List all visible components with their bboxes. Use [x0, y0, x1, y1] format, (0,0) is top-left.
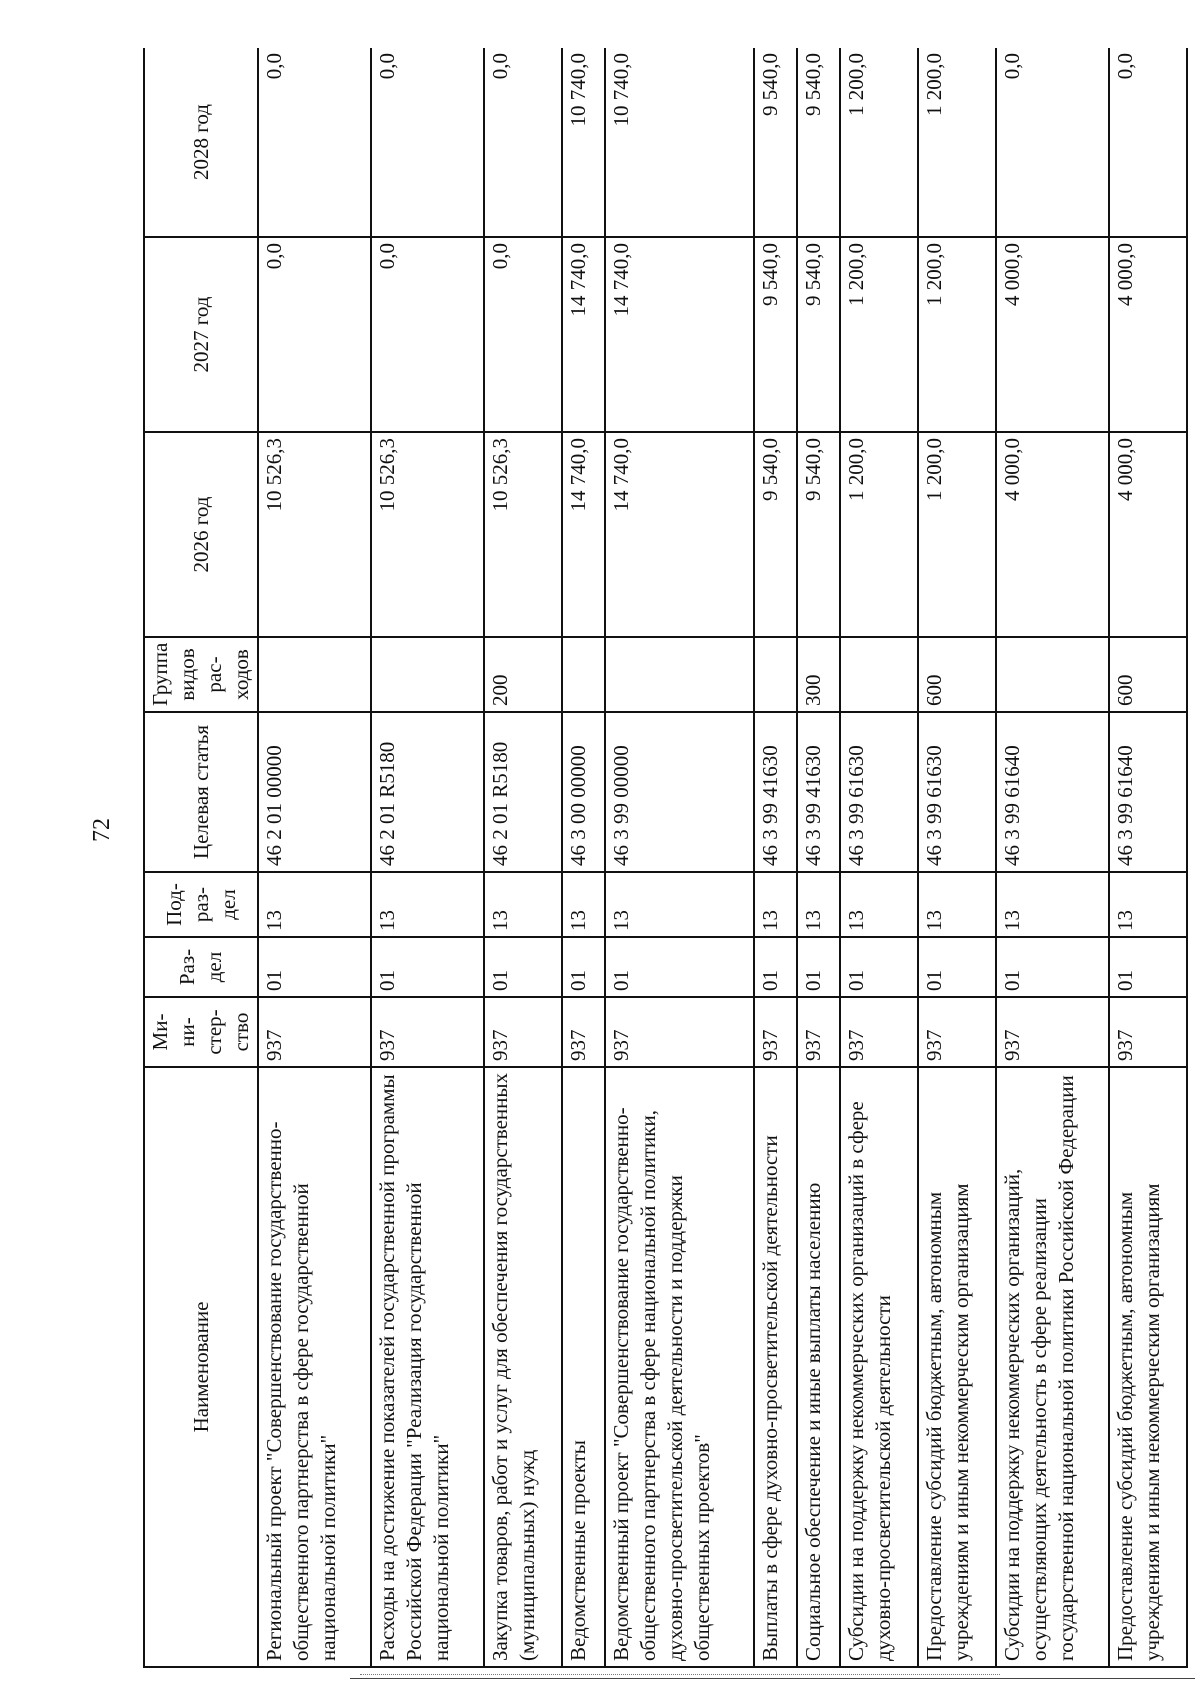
- row-expense-group: [562, 637, 605, 712]
- row-section: 01: [918, 937, 996, 997]
- row-target: 46 2 01 R5180: [484, 712, 562, 872]
- row-section: 01: [754, 937, 797, 997]
- row-2027: 1 200,0: [918, 237, 996, 432]
- row-subsection: 13: [996, 872, 1109, 937]
- row-target: 46 3 00 00000: [562, 712, 605, 872]
- row-ministry: 937: [1109, 997, 1187, 1067]
- row-name: Субсидии на поддержку некоммерческих организаций, осуществляющих деятельность в сфере реализации государственной национальной политики Российской Федерации: [996, 1067, 1109, 1667]
- row-2026: 4 000,0: [1109, 432, 1187, 637]
- row-2027: 0,0: [371, 237, 484, 432]
- row-name: Предоставление субсидий бюджетным, автономным учреждениям и иным некоммерческим организациям: [918, 1067, 996, 1667]
- row-expense-group: 200: [484, 637, 562, 712]
- header-2027: 2027 год: [144, 237, 258, 432]
- row-2026: 9 540,0: [754, 432, 797, 637]
- row-ministry: 937: [484, 997, 562, 1067]
- row-section: 01: [371, 937, 484, 997]
- row-target: 46 3 99 61630: [918, 712, 996, 872]
- row-name: Региональный проект "Совершенствование государственно-общественного партнерства в сфере государственной национальной политики": [258, 1067, 371, 1667]
- row-ministry: 937: [754, 997, 797, 1067]
- row-expense-group: [840, 637, 918, 712]
- row-target: 46 3 99 61640: [1109, 712, 1187, 872]
- row-section: 01: [562, 937, 605, 997]
- row-target: 46 2 01 R5180: [371, 712, 484, 872]
- row-name: Субсидии на поддержку некоммерческих организаций в сфере духовно-просветительской деятельности: [840, 1067, 918, 1667]
- row-2027: 14 740,0: [605, 237, 753, 432]
- row-2026: 14 740,0: [562, 432, 605, 637]
- header-expense-group: Группа видов рас-ходов: [144, 637, 258, 712]
- row-2027: 0,0: [484, 237, 562, 432]
- row-2027: 9 540,0: [754, 237, 797, 432]
- row-name: Ведомственные проекты: [562, 1067, 605, 1667]
- row-2028: 9 540,0: [797, 48, 840, 237]
- row-2026: 1 200,0: [918, 432, 996, 637]
- table-row: [840, 48, 918, 1667]
- row-target: 46 3 99 41630: [754, 712, 797, 872]
- row-2028: 1 200,0: [840, 48, 918, 237]
- budget-table-container: [143, 48, 1188, 1668]
- row-2028: 10 740,0: [562, 48, 605, 237]
- row-2026: 9 540,0: [797, 432, 840, 637]
- row-expense-group: [371, 637, 484, 712]
- row-subsection: 13: [754, 872, 797, 937]
- row-expense-group: [258, 637, 371, 712]
- row-2028: 10 740,0: [605, 48, 753, 237]
- row-2028: 0,0: [996, 48, 1109, 237]
- row-section: 01: [1109, 937, 1187, 997]
- row-name: Закупка товаров, работ и услуг для обеспечения государственных (муниципальных) нужд: [484, 1067, 562, 1667]
- table-row: [918, 48, 996, 1667]
- header-2028: 2028 год: [144, 48, 258, 237]
- row-target: 46 2 01 00000: [258, 712, 371, 872]
- header-ministry: Ми-ни-стер-ство: [144, 997, 258, 1067]
- table-row: [754, 48, 797, 1667]
- row-2028: 9 540,0: [754, 48, 797, 237]
- header-2026: 2026 год: [144, 432, 258, 637]
- row-expense-group: 300: [797, 637, 840, 712]
- row-name: Выплаты в сфере духовно-просветительской деятельности: [754, 1067, 797, 1667]
- row-subsection: 13: [1109, 872, 1187, 937]
- row-name: Предоставление субсидий бюджетным, автономным учреждениям и иным некоммерческим организациям: [1109, 1067, 1187, 1667]
- row-2026: 14 740,0: [605, 432, 753, 637]
- row-2026: 10 526,3: [484, 432, 562, 637]
- page-number: 72: [89, 818, 115, 842]
- row-2028: 0,0: [258, 48, 371, 237]
- row-ministry: 937: [840, 997, 918, 1067]
- row-subsection: 13: [797, 872, 840, 937]
- row-expense-group: [754, 637, 797, 712]
- row-name: Расходы на достижение показателей государственной программы Российской Федерации "Реализация государственной национальной политики": [371, 1067, 484, 1667]
- row-target: 46 3 99 00000: [605, 712, 753, 872]
- row-section: 01: [840, 937, 918, 997]
- table-row: [484, 48, 562, 1667]
- table-row: [605, 48, 753, 1667]
- row-section: 01: [258, 937, 371, 997]
- row-2028: 0,0: [371, 48, 484, 237]
- row-ministry: 937: [797, 997, 840, 1067]
- row-subsection: 13: [840, 872, 918, 937]
- row-2027: 9 540,0: [797, 237, 840, 432]
- row-ministry: 937: [605, 997, 753, 1067]
- row-ministry: 937: [918, 997, 996, 1067]
- row-section: 01: [996, 937, 1109, 997]
- row-2026: 4 000,0: [996, 432, 1109, 637]
- row-subsection: 13: [605, 872, 753, 937]
- row-name: Ведомственный проект "Совершенствование государственно-общественного партнерства в сфере национальной политики, духовно-просветительской деятельности и поддержки общественных проектов": [605, 1067, 753, 1667]
- row-subsection: 13: [918, 872, 996, 937]
- table-row: [371, 48, 484, 1667]
- budget-table: [143, 48, 1188, 1668]
- row-subsection: 13: [562, 872, 605, 937]
- row-name: Социальное обеспечение и иные выплаты населению: [797, 1067, 840, 1667]
- row-2027: 4 000,0: [996, 237, 1109, 432]
- table-row: [258, 48, 371, 1667]
- scan-edge-line: [350, 1678, 1195, 1679]
- row-expense-group: [605, 637, 753, 712]
- row-2027: 1 200,0: [840, 237, 918, 432]
- row-2027: 0,0: [258, 237, 371, 432]
- row-ministry: 937: [258, 997, 371, 1067]
- row-expense-group: 600: [1109, 637, 1187, 712]
- row-ministry: 937: [371, 997, 484, 1067]
- row-target: 46 3 99 61640: [996, 712, 1109, 872]
- header-subsection: Под-раз-дел: [144, 872, 258, 937]
- row-2026: 1 200,0: [840, 432, 918, 637]
- row-2026: 10 526,3: [371, 432, 484, 637]
- row-target: 46 3 99 61630: [840, 712, 918, 872]
- row-2027: 14 740,0: [562, 237, 605, 432]
- row-section: 01: [484, 937, 562, 997]
- row-2028: 1 200,0: [918, 48, 996, 237]
- row-subsection: 13: [371, 872, 484, 937]
- row-subsection: 13: [258, 872, 371, 937]
- row-expense-group: [996, 637, 1109, 712]
- header-row: [144, 48, 258, 1667]
- rotated-table-frame: [143, 48, 1188, 1668]
- row-2028: 0,0: [1109, 48, 1187, 237]
- header-section: Раз-дел: [144, 937, 258, 997]
- row-2028: 0,0: [484, 48, 562, 237]
- row-subsection: 13: [484, 872, 562, 937]
- header-name: Наименование: [144, 1067, 258, 1667]
- row-ministry: 937: [996, 997, 1109, 1067]
- row-expense-group: 600: [918, 637, 996, 712]
- table-row: [797, 48, 840, 1667]
- table-row: [1109, 48, 1187, 1667]
- table-row: [562, 48, 605, 1667]
- header-target: Целевая статья: [144, 712, 258, 872]
- row-2026: 10 526,3: [258, 432, 371, 637]
- row-2027: 4 000,0: [1109, 237, 1187, 432]
- row-section: 01: [605, 937, 753, 997]
- row-target: 46 3 99 41630: [797, 712, 840, 872]
- table-row: [996, 48, 1109, 1667]
- scan-edge-dotted-line: [360, 1674, 1000, 1675]
- row-ministry: 937: [562, 997, 605, 1067]
- row-section: 01: [797, 937, 840, 997]
